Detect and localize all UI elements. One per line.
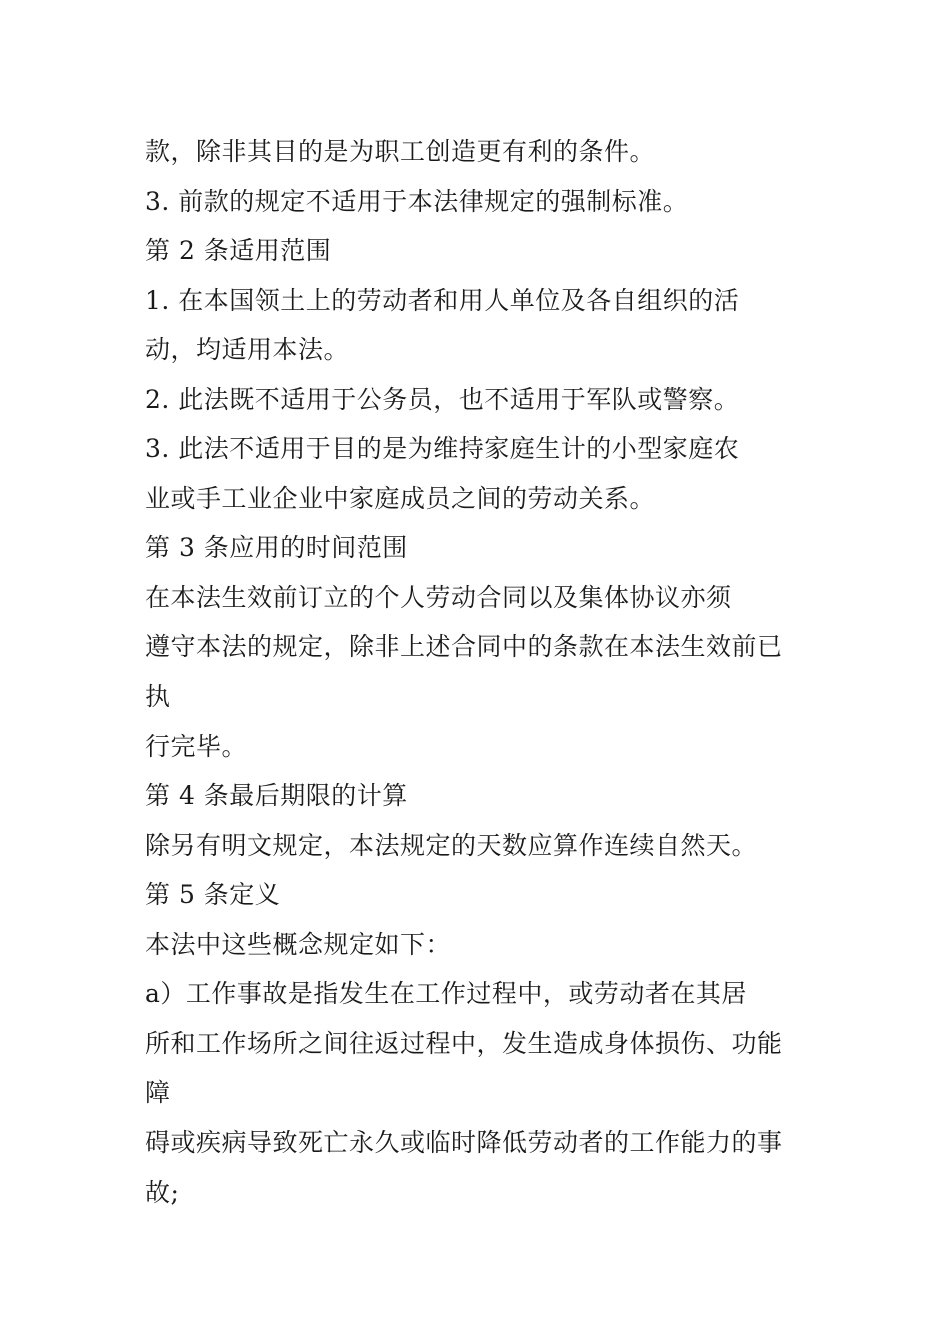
text-line: 2. 此法既不适用于公务员，也不适用于军队或警察。 bbox=[145, 385, 740, 414]
text-line: 款，除非其目的是为职工创造更有利的条件。 bbox=[145, 137, 656, 166]
text-line: 3. 此法不适用于目的是为维持家庭生计的小型家庭农 bbox=[145, 434, 740, 463]
text-line: 遵守本法的规定，除非上述合同中的条款在本法生效前已 bbox=[145, 632, 783, 661]
text-line: 故; bbox=[145, 1178, 180, 1207]
text-line: 本法中这些概念规定如下： bbox=[145, 930, 452, 959]
section-heading: 第 2 条适用范围 bbox=[145, 236, 332, 265]
text-line: 动，均适用本法。 bbox=[145, 335, 350, 364]
text-line: 行完毕。 bbox=[145, 732, 248, 761]
text-line: 1. 在本国领土上的劳动者和用人单位及各自组织的活 bbox=[145, 286, 740, 315]
section-heading: 第 3 条应用的时间范围 bbox=[145, 533, 408, 562]
section-heading: 第 4 条最后期限的计算 bbox=[145, 781, 408, 810]
section-heading: 第 5 条定义 bbox=[145, 880, 281, 909]
text-line: 碍或疾病导致死亡永久或临时降低劳动者的工作能力的事 bbox=[145, 1128, 783, 1157]
text-line: 执 bbox=[145, 682, 171, 711]
text-line: 所和工作场所之间往返过程中，发生造成身体损伤、功能 bbox=[145, 1029, 783, 1058]
text-line: 3. 前款的规定不适用于本法律规定的强制标准。 bbox=[145, 187, 689, 216]
text-line: 除另有明文规定，本法规定的天数应算作连续自然天。 bbox=[145, 831, 758, 860]
text-line: 在本法生效前订立的个人劳动合同以及集体协议亦须 bbox=[145, 583, 732, 612]
text-line: a）工作事故是指发生在工作过程中，或劳动者在其居 bbox=[145, 979, 747, 1008]
text-line: 障 bbox=[145, 1078, 171, 1107]
text-line: 业或手工业企业中家庭成员之间的劳动关系。 bbox=[145, 484, 656, 513]
